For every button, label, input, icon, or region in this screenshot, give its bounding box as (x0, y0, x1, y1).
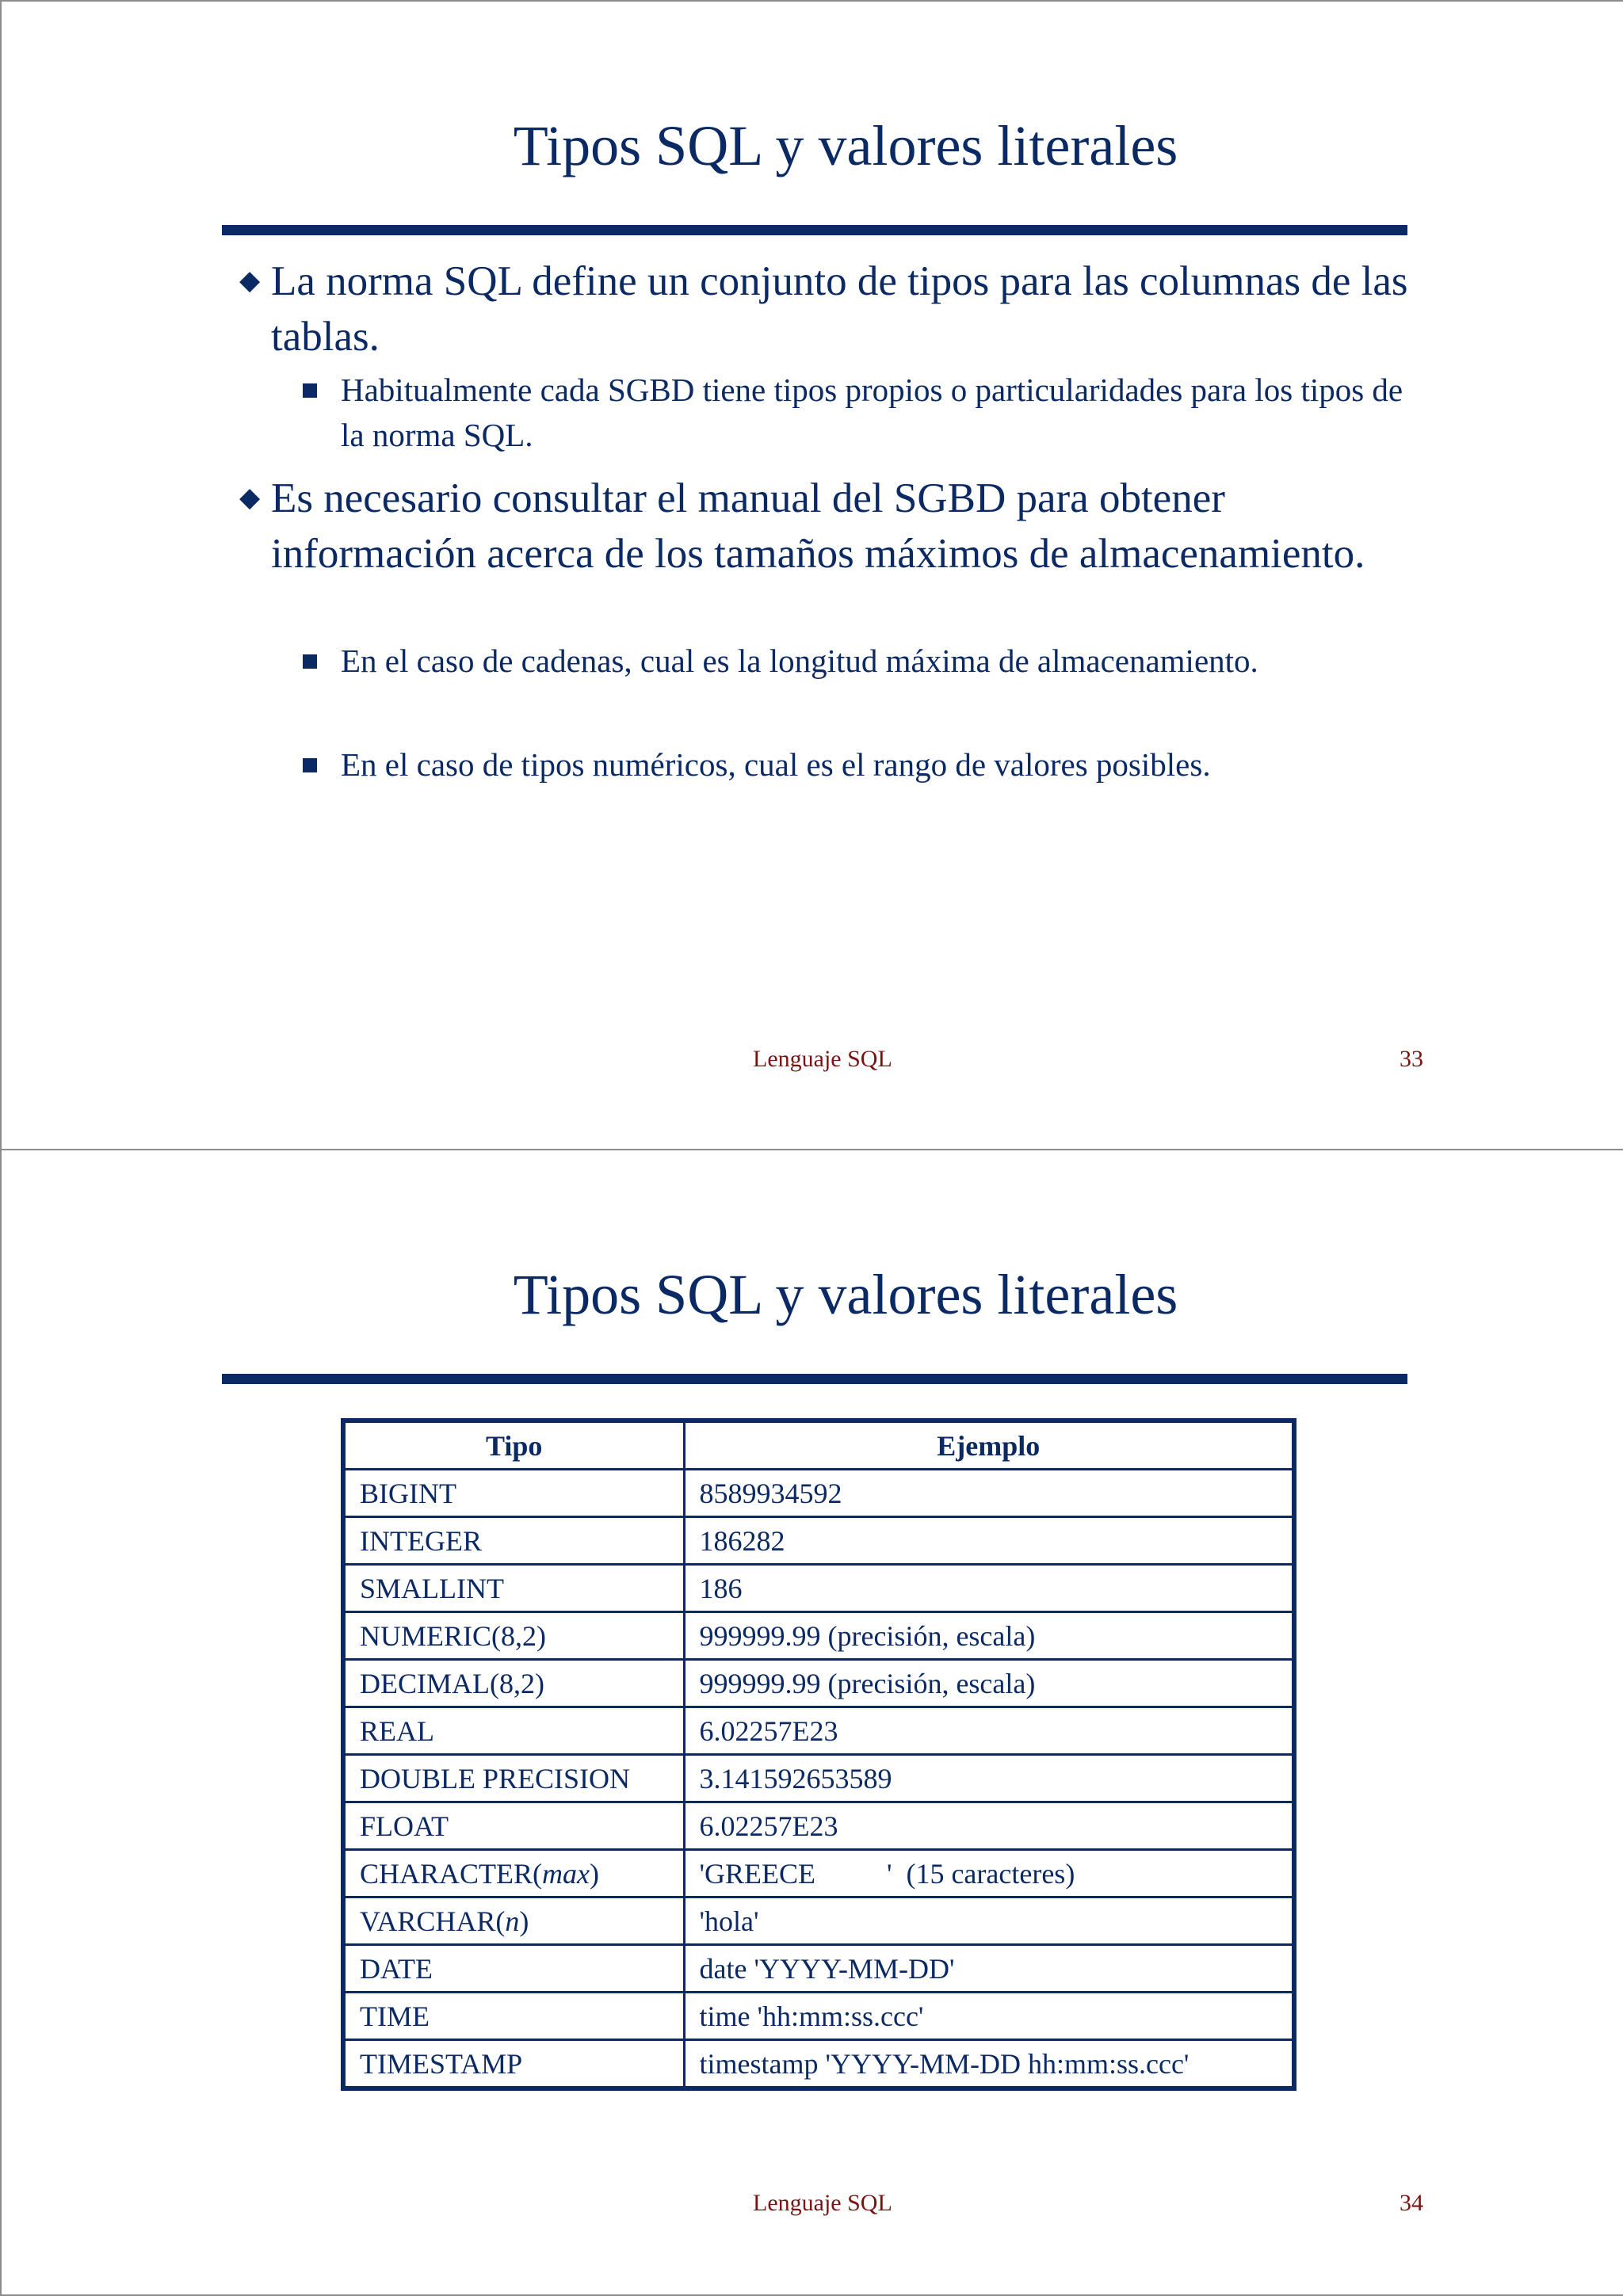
footer-label: Lenguaje SQL (753, 1046, 892, 1072)
type-cell: REAL (343, 1707, 684, 1755)
type-cell: INTEGER (343, 1517, 684, 1565)
example-cell: 3.141592653589 (684, 1755, 1294, 1802)
example-cell: 6.02257E23 (684, 1802, 1294, 1850)
bullet-text: Es necesario consultar el manual del SGBD para obtener información acerca de los tamaños máximos de almacenamiento. (271, 475, 1365, 577)
sub-bullet-text: En el caso de cadenas, cual es la longitud máxima de almacenamiento. (341, 643, 1258, 679)
table-row (343, 1755, 1294, 1802)
type-cell: TIME (343, 1993, 684, 2040)
page-number: 33 (1400, 1046, 1423, 1072)
diamond-bullet-icon: ◆ (239, 266, 261, 296)
type-cell: NUMERIC(8,2) (343, 1612, 684, 1660)
table-row (343, 1802, 1294, 1850)
column-header-tipo: Tipo (343, 1421, 684, 1470)
sub-bullet-2-1 (303, 639, 1412, 684)
example-cell: time 'hh:mm:ss.ccc' (684, 1993, 1294, 2040)
example-cell: 'GREECE ' (15 caracteres) (684, 1850, 1294, 1897)
slide-title: Tipos SQL y valores literales (513, 114, 1178, 177)
type-cell: DATE (343, 1945, 684, 1993)
example-cell: 8589934592 (684, 1470, 1294, 1517)
bullet-1 (239, 254, 1428, 364)
example-cell: 999999.99 (precisión, escala) (684, 1660, 1294, 1707)
square-bullet-icon (303, 742, 341, 788)
column-header-ejemplo: Ejemplo (684, 1421, 1294, 1470)
table-row (343, 1565, 1294, 1612)
example-cell: 186 (684, 1565, 1294, 1612)
title-rule (222, 1374, 1407, 1384)
slide-34 (0, 1149, 1623, 2296)
example-cell: 6.02257E23 (684, 1707, 1294, 1755)
sql-types-table (341, 1418, 1296, 2091)
type-cell: TIMESTAMP (343, 2040, 684, 2089)
bullet-2 (239, 471, 1428, 582)
type-cell: VARCHAR(n) (343, 1897, 684, 1945)
type-cell: DOUBLE PRECISION (343, 1755, 684, 1802)
table-row (343, 1470, 1294, 1517)
square-bullet-icon (303, 639, 341, 684)
type-cell: DECIMAL(8,2) (343, 1660, 684, 1707)
type-cell: CHARACTER(max) (343, 1850, 684, 1897)
table-row (343, 1993, 1294, 2040)
title-rule (222, 225, 1407, 235)
sub-bullet-text: Habitualmente cada SGBD tiene tipos propios o particularidades para los tipos de la norma SQL. (341, 372, 1403, 453)
page-number: 34 (1400, 2190, 1423, 2216)
bullet-text: La norma SQL define un conjunto de tipos para las columnas de las tablas. (271, 258, 1408, 360)
table-row (343, 1517, 1294, 1565)
table-header-row (343, 1421, 1294, 1470)
example-cell: date 'YYYY-MM-DD' (684, 1945, 1294, 1993)
diamond-bullet-icon: ◆ (239, 483, 261, 513)
footer-label: Lenguaje SQL (753, 2190, 892, 2216)
table-row (343, 1707, 1294, 1755)
sub-bullet-text: En el caso de tipos numéricos, cual es el rango de valores posibles. (341, 746, 1211, 783)
table-row (343, 1612, 1294, 1660)
sub-bullet-1-1 (303, 368, 1412, 458)
example-cell: timestamp 'YYYY-MM-DD hh:mm:ss.ccc' (684, 2040, 1294, 2089)
square-bullet-icon (303, 368, 341, 413)
example-cell: 999999.99 (precisión, escala) (684, 1612, 1294, 1660)
type-cell: BIGINT (343, 1470, 684, 1517)
type-cell: SMALLINT (343, 1565, 684, 1612)
table-row (343, 1660, 1294, 1707)
sub-bullet-2-2 (303, 742, 1412, 788)
table-row (343, 1945, 1294, 1993)
slide-title: Tipos SQL y valores literales (513, 1263, 1178, 1326)
table-row (343, 1850, 1294, 1897)
example-cell: 186282 (684, 1517, 1294, 1565)
table-row (343, 2040, 1294, 2089)
table-row (343, 1897, 1294, 1945)
example-cell: 'hola' (684, 1897, 1294, 1945)
type-cell: FLOAT (343, 1802, 684, 1850)
